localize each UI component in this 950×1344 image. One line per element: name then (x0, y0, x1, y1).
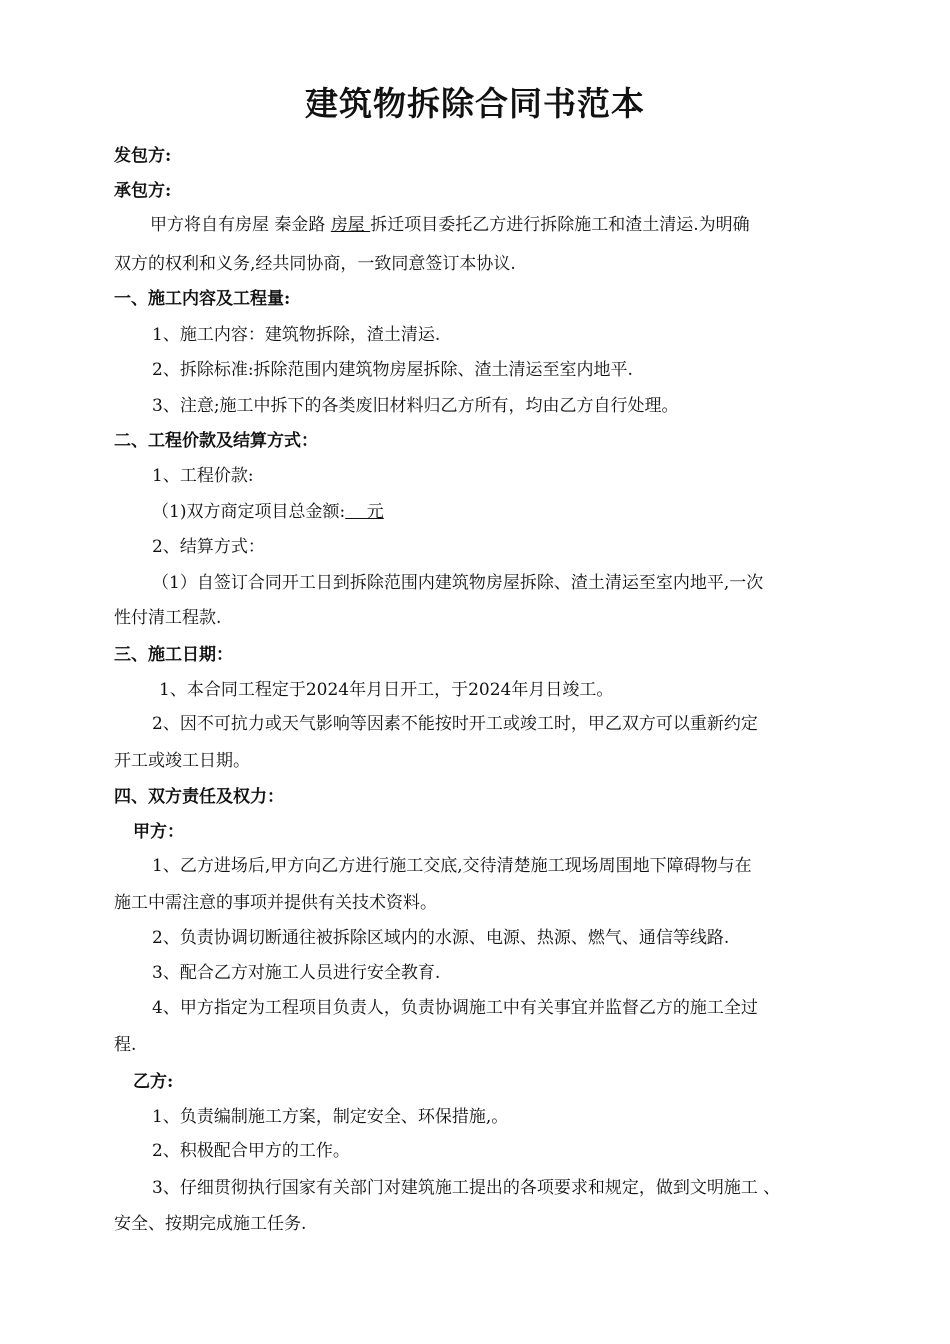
section-3-item-2-line-1: 2、因不可抗力或天气影响等因素不能按时开工或竣工时，甲乙双方可以重新约定 (152, 714, 758, 734)
document-title: 建筑物拆除合同书范本 (305, 84, 645, 123)
settlement-label: 2、结算方式： (152, 537, 265, 557)
intro-line-1 (150, 214, 750, 236)
party-b-item-2: 2、积极配合甲方的工作。 (152, 1141, 350, 1161)
section-4-heading: 四、双方责任及权力： (114, 787, 284, 807)
party-a-item-1-line-1: 1、乙方进场后,甲方向乙方进行施工交底,交待清楚施工现场周围地下障碍物与在 (152, 856, 752, 876)
party-a-item-4-line-2: 程. (114, 1035, 137, 1055)
party-b-item-3-line-1: 3、仔细贯彻执行国家有关部门对建筑施工提出的各项要求和规定，做到文明施工 、 (152, 1178, 781, 1198)
total-amount-line (152, 501, 384, 523)
party-b-item-1: 1、负责编制施工方案，制定安全、环保措施,。 (152, 1107, 509, 1127)
settlement-line-1: （1）自签订合同开工日到拆除范围内建筑物房屋拆除、渣土清运至室内地平,一次 (152, 573, 764, 593)
section-3-item-2-line-2: 开工或竣工日期。 (114, 751, 250, 771)
section-1-item-3: 3、注意;施工中拆下的各类废旧材料归乙方所有，均由乙方自行处理。 (152, 396, 679, 416)
intro-prefix: 甲方将自有房屋 秦金路 (150, 215, 331, 235)
section-2-heading: 二、工程价款及结算方式： (114, 431, 318, 451)
section-1-item-1: 1、施工内容：建筑物拆除，渣土清运. (152, 325, 441, 345)
section-1-item-2: 2、拆除标准:拆除范围内建筑物房屋拆除、渣土清运至室内地平. (152, 360, 633, 380)
settlement-line-2: 性付清工程款. (114, 608, 222, 628)
intro-suffix: 拆迁项目委托乙方进行拆除施工和渣土清运.为明确 (370, 215, 750, 235)
intro-line-2: 双方的权利和义务,经共同协商，一致同意签订本协议. (114, 254, 516, 274)
party-a-label: 甲方： (133, 822, 184, 842)
party-a-item-4-line-1: 4、甲方指定为工程项目负责人，负责协调施工中有关事宜并监督乙方的施工全过 (152, 998, 758, 1018)
party-b-item-3-line-2: 安全、按期完成施工任务. (114, 1214, 307, 1234)
section-3-item-1: 1、本合同工程定于2024年月日开工，于2024年月日竣工。 (159, 680, 614, 700)
party-b-label: 乙方: (133, 1072, 174, 1092)
party-a-item-3: 3、配合乙方对施工人员进行安全教育. (152, 963, 441, 983)
section-1-heading: 一、施工内容及工程量: (114, 289, 291, 309)
section-3-heading: 三、施工日期： (114, 645, 233, 665)
intro-underlined-house: 房屋 (330, 215, 371, 235)
employer-label: 发包方: (114, 146, 172, 166)
total-amount-label: （1)双方商定项目总金额: (152, 502, 346, 522)
total-amount-value: 元 (345, 502, 384, 522)
party-a-item-2: 2、负责协调切断通往被拆除区域内的水源、电源、热源、燃气、通信等线路. (152, 928, 730, 948)
party-a-item-1-line-2: 施工中需注意的事项并提供有关技术资料。 (114, 893, 437, 913)
contractor-label: 承包方: (114, 181, 172, 201)
price-label: 1、工程价款: (152, 466, 254, 486)
